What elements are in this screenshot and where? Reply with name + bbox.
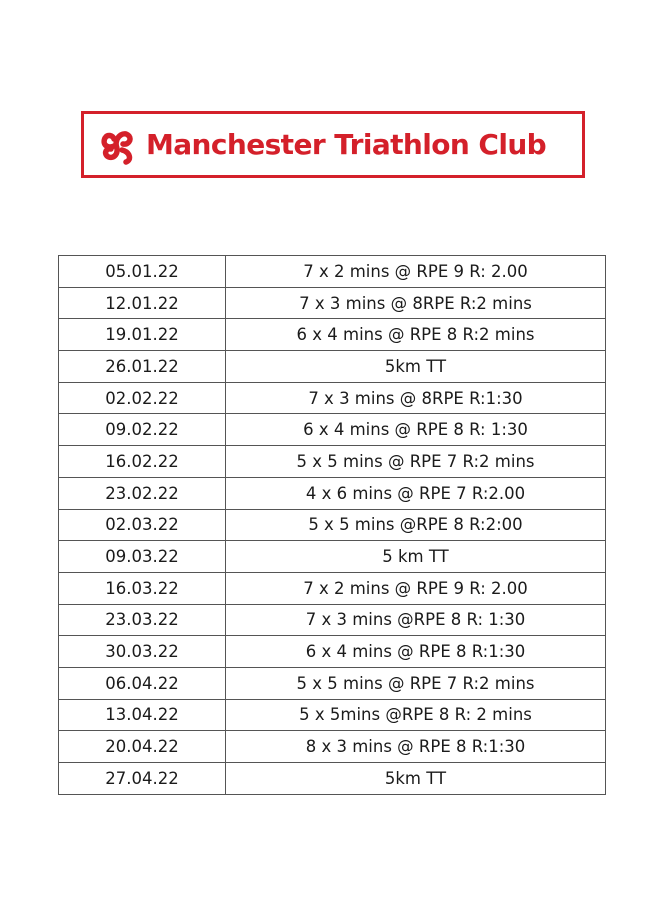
date-cell: 16.02.22 [59,446,226,478]
session-cell: 5 km TT [226,541,606,573]
date-cell: 06.04.22 [59,667,226,699]
date-cell: 16.03.22 [59,572,226,604]
table-row [59,667,606,699]
table-row [59,572,606,604]
session-cell: 5 x 5mins @RPE 8 R: 2 mins [226,699,606,731]
session-cell: 6 x 4 mins @ RPE 8 R:2 mins [226,319,606,351]
table-row [59,351,606,383]
date-cell: 05.01.22 [59,256,226,288]
session-cell: 5 x 5 mins @RPE 8 R:2:00 [226,509,606,541]
table-row [59,382,606,414]
date-cell: 02.03.22 [59,509,226,541]
table-row [59,731,606,763]
session-cell: 4 x 6 mins @ RPE 7 R:2.00 [226,477,606,509]
table-row [59,446,606,478]
club-name: Manchester Triathlon Club [146,128,547,161]
table-row [59,414,606,446]
session-cell: 5km TT [226,351,606,383]
date-cell: 12.01.22 [59,287,226,319]
date-cell: 13.04.22 [59,699,226,731]
table-row [59,477,606,509]
session-cell: 5km TT [226,763,606,795]
table-row [59,287,606,319]
table-row [59,541,606,573]
session-cell: 7 x 3 mins @ 8RPE R:1:30 [226,382,606,414]
triskele-spiral-icon [94,123,138,167]
session-cell: 5 x 5 mins @ RPE 7 R:2 mins [226,667,606,699]
table-row [59,699,606,731]
date-cell: 20.04.22 [59,731,226,763]
date-cell: 09.02.22 [59,414,226,446]
session-cell: 8 x 3 mins @ RPE 8 R:1:30 [226,731,606,763]
session-cell: 7 x 3 mins @ 8RPE R:2 mins [226,287,606,319]
date-cell: 09.03.22 [59,541,226,573]
date-cell: 30.03.22 [59,636,226,668]
date-cell: 23.02.22 [59,477,226,509]
table-row [59,636,606,668]
table-row [59,763,606,795]
session-cell: 7 x 3 mins @RPE 8 R: 1:30 [226,604,606,636]
date-cell: 19.01.22 [59,319,226,351]
session-schedule-table [58,255,606,795]
table-row [59,256,606,288]
date-cell: 27.04.22 [59,763,226,795]
table-row [59,604,606,636]
table-row [59,509,606,541]
date-cell: 26.01.22 [59,351,226,383]
table-row [59,319,606,351]
session-cell: 7 x 2 mins @ RPE 9 R: 2.00 [226,572,606,604]
session-cell: 5 x 5 mins @ RPE 7 R:2 mins [226,446,606,478]
club-logo [81,111,585,178]
date-cell: 23.03.22 [59,604,226,636]
session-cell: 6 x 4 mins @ RPE 8 R:1:30 [226,636,606,668]
session-cell: 6 x 4 mins @ RPE 8 R: 1:30 [226,414,606,446]
date-cell: 02.02.22 [59,382,226,414]
session-cell: 7 x 2 mins @ RPE 9 R: 2.00 [226,256,606,288]
